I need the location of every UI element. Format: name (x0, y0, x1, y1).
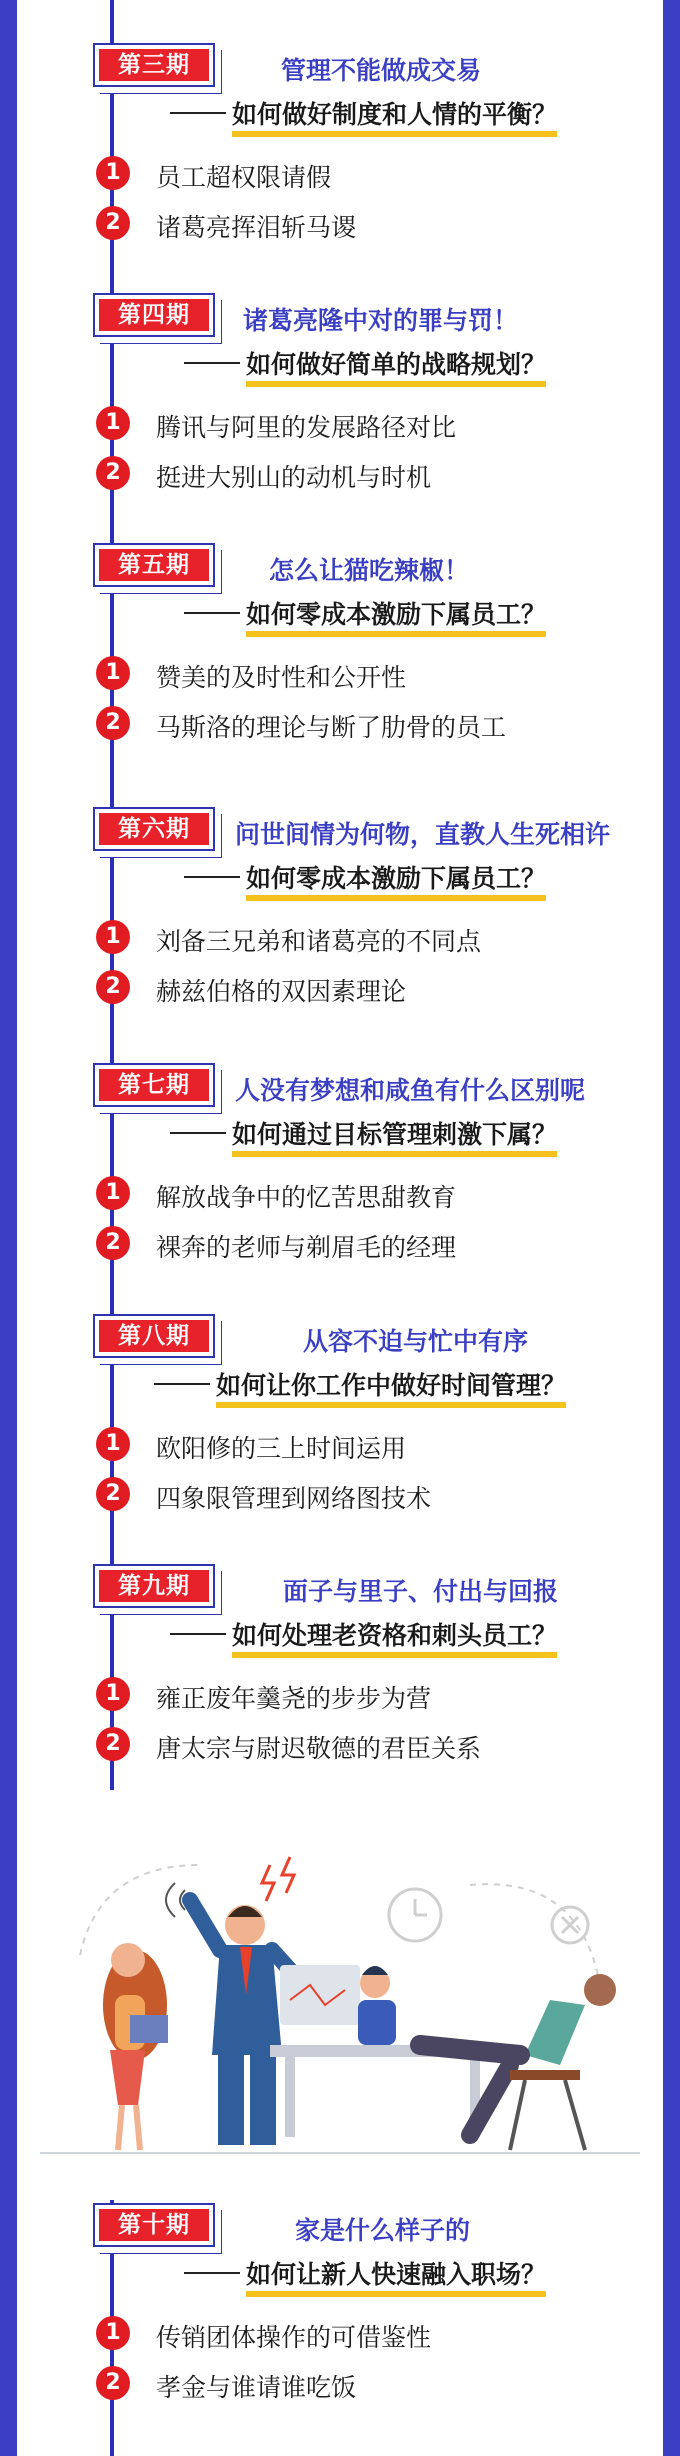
number-badge: 2 (96, 1477, 130, 1511)
episode-title: 问世间情为何物，直教人生死相许 (235, 820, 611, 849)
number-badge: 1 (96, 1176, 130, 1210)
episode-badge (93, 543, 215, 587)
list-item (96, 1727, 656, 1763)
number-badge: 1 (96, 1427, 130, 1461)
number-badge: 1 (96, 656, 130, 690)
subtitle-highlight (246, 631, 546, 637)
list-item-text: 欧阳修的三上时间运用 (156, 1434, 407, 1463)
episode-section (0, 1063, 680, 1313)
list-item (96, 206, 656, 242)
subtitle-highlight (246, 381, 546, 387)
subtitle-highlight (232, 1151, 557, 1157)
subtitle-highlight (232, 131, 557, 137)
episode-title: 从容不迫与忙中有序 (303, 1327, 529, 1356)
episode-badge (93, 43, 215, 87)
episode-badge (93, 2203, 215, 2247)
list-item (96, 456, 656, 492)
episode-badge (93, 1314, 215, 1358)
episode-subtitle-text: 如何通过目标管理刺激下属？ (232, 1120, 558, 1149)
number-badge: 2 (96, 970, 130, 1004)
episode-badge-label: 第十期 (99, 2209, 209, 2241)
list-item-text: 四象限管理到网络图技术 (156, 1484, 432, 1513)
list-item (96, 406, 656, 442)
episode-badge-label: 第四期 (99, 299, 209, 331)
number-badge: 2 (96, 706, 130, 740)
episode-subtitle (170, 95, 557, 131)
list-item-text: 赞美的及时性和公开性 (156, 663, 407, 692)
subtitle-highlight (232, 1652, 557, 1658)
episode-subtitle (170, 1616, 557, 1652)
episode-title: 家是什么样子的 (295, 2216, 471, 2245)
episode-title: 管理不能做成交易 (281, 56, 482, 85)
episode-subtitle (170, 1115, 557, 1151)
list-item (96, 1477, 656, 1513)
number-badge: 2 (96, 1727, 130, 1761)
list-item (96, 2316, 656, 2352)
list-item-text: 雍正废年羹尧的步步为营 (156, 1684, 432, 1713)
episode-title: 怎么让猫吃辣椒！ (269, 556, 470, 585)
episode-badge (93, 1063, 215, 1107)
episode-section (0, 807, 680, 1057)
number-badge: 1 (96, 920, 130, 954)
episode-section (0, 43, 680, 293)
number-badge: 1 (96, 156, 130, 190)
episode-subtitle-text: 如何做好制度和人情的平衡？ (232, 100, 558, 129)
list-item-text: 挺进大别山的动机与时机 (156, 463, 432, 492)
office-illustration (40, 1805, 640, 2165)
list-item-text: 刘备三兄弟和诸葛亮的不同点 (156, 927, 482, 956)
list-item-text: 赫兹伯格的双因素理论 (156, 977, 407, 1006)
number-badge: 2 (96, 206, 130, 240)
number-badge: 2 (96, 456, 130, 490)
episode-badge (93, 807, 215, 851)
number-badge: 1 (96, 406, 130, 440)
episode-badge-label: 第三期 (99, 49, 209, 81)
list-item-text: 诸葛亮挥泪斩马谡 (156, 213, 357, 242)
episode-subtitle (184, 345, 546, 381)
episode-subtitle (184, 2255, 546, 2291)
episode-section (0, 1564, 680, 1814)
episode-subtitle-text: 如何零成本激励下属员工？ (246, 600, 547, 629)
episode-section (0, 2203, 680, 2453)
number-badge: 1 (96, 1677, 130, 1711)
list-item-text: 孝金与谁请谁吃饭 (156, 2373, 357, 2402)
list-item (96, 656, 656, 692)
episode-title: 面子与里子、付出与回报 (283, 1577, 559, 1606)
subtitle-highlight (246, 895, 546, 901)
episode-subtitle-text: 如何让你工作中做好时间管理？ (216, 1371, 567, 1400)
episode-badge-label: 第七期 (99, 1069, 209, 1101)
episode-subtitle-text: 如何让新人快速融入职场？ (246, 2260, 547, 2289)
episode-subtitle (184, 595, 546, 631)
episode-title: 诸葛亮隆中对的罪与罚！ (243, 306, 519, 335)
episode-badge (93, 1564, 215, 1608)
subtitle-highlight (216, 1402, 566, 1408)
number-badge: 1 (96, 2316, 130, 2350)
number-badge: 2 (96, 1226, 130, 1260)
list-item (96, 920, 656, 956)
episode-subtitle (154, 1366, 566, 1402)
episode-badge (93, 293, 215, 337)
episode-badge-label: 第九期 (99, 1570, 209, 1602)
episode-badge-label: 第八期 (99, 1320, 209, 1352)
list-item (96, 1427, 656, 1463)
list-item-text: 传销团体操作的可借鉴性 (156, 2323, 432, 2352)
list-item (96, 156, 656, 192)
list-item (96, 1226, 656, 1262)
list-item (96, 706, 656, 742)
list-item (96, 970, 656, 1006)
number-badge: 2 (96, 2366, 130, 2400)
episode-section (0, 543, 680, 793)
episode-section (0, 1314, 680, 1564)
episode-badge-label: 第六期 (99, 813, 209, 845)
list-item-text: 员工超权限请假 (156, 163, 332, 192)
list-item-text: 唐太宗与尉迟敬德的君臣关系 (156, 1734, 482, 1763)
list-item (96, 2366, 656, 2402)
episode-badge-label: 第五期 (99, 549, 209, 581)
list-item (96, 1677, 656, 1713)
list-item-text: 裸奔的老师与剃眉毛的经理 (156, 1233, 457, 1262)
episode-subtitle-text: 如何做好简单的战略规划？ (246, 350, 547, 379)
episode-section (0, 293, 680, 543)
episode-subtitle (184, 859, 546, 895)
episode-subtitle-text: 如何零成本激励下属员工？ (246, 864, 547, 893)
episode-title: 人没有梦想和咸鱼有什么区别呢 (235, 1076, 586, 1105)
list-item (96, 1176, 656, 1212)
list-item-text: 腾讯与阿里的发展路径对比 (156, 413, 457, 442)
subtitle-highlight (246, 2291, 546, 2297)
list-item-text: 马斯洛的理论与断了肋骨的员工 (156, 713, 507, 742)
list-item-text: 解放战争中的忆苦思甜教育 (156, 1183, 457, 1212)
episode-subtitle-text: 如何处理老资格和刺头员工？ (232, 1621, 558, 1650)
